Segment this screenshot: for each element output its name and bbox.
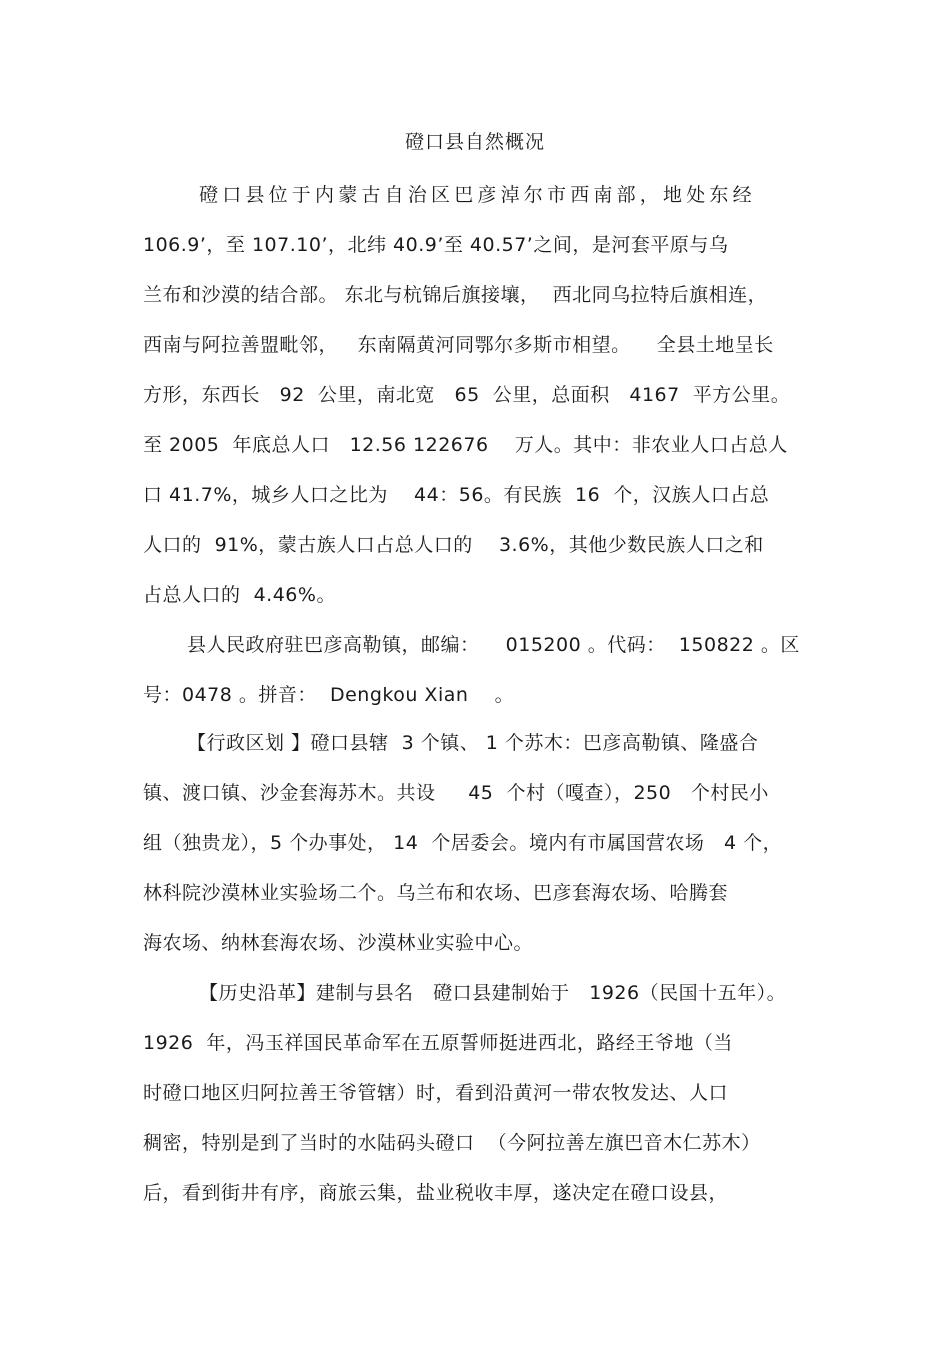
paragraph-line: 至 2005 年底总人口 12.56 122676 万人。其中：非农业人口占总人 (143, 434, 788, 456)
paragraph-line: 后，看到街井有序，商旅云集，盐业税收丰厚，遂决定在磴口设县， (143, 1182, 729, 1204)
paragraph-line: 兰布和沙漠的结合部。 东北与杭锦后旗接壤， 西北同乌拉特后旗相连， (143, 284, 768, 306)
paragraph-line: 方形，东西长 92 公里，南北宽 65 公里，总面积 4167 平方公里。 (143, 384, 791, 406)
paragraph-line: 时磴口地区归阿拉善王爷管辖）时，看到沿黄河一带农牧发达、人口 (143, 1082, 729, 1104)
paragraph-line: 磴口县位于内蒙古自治区巴彦淖尔市西南部，地处东经 (199, 184, 756, 206)
paragraph-line: 县人民政府驻巴彦高勒镇，邮编： 015200 。代码： 150822 。区 (187, 634, 800, 656)
paragraph-line: 镇、渡口镇、沙金套海苏木。共设 45 个村（嘎查），250 个村民小 (143, 782, 769, 804)
paragraph-line: 稠密，特别是到了当时的水陆码头磴口 （今阿拉善左旗巴音木仁苏木） (143, 1132, 761, 1154)
paragraph-line: 西南与阿拉善盟毗邻， 东南隔黄河同鄂尔多斯市相望。 全县土地呈长 (143, 334, 774, 356)
paragraph-line: 人口的 91%，蒙古族人口占总人口的 3.6%，其他少数民族人口之和 (143, 534, 764, 556)
paragraph-line: 海农场、纳林套海农场、沙漠林业实验中心。 (143, 932, 534, 954)
document-title: 磴口县自然概况 (404, 131, 545, 153)
paragraph-line: 占总人口的 4.46%。 (143, 584, 336, 606)
paragraph-line: 1926 年，冯玉祥国民革命军在五原誓师挺进西北，路经王爷地（当 (143, 1032, 733, 1054)
paragraph-line: 【历史沿革】建制与县名 磴口县建制始于 1926（民国十五年）。 (199, 982, 787, 1004)
paragraph-line: 口 41.7%，城乡人口之比为 44：56。有民族 16 个，汉族人口占总 (143, 484, 770, 506)
paragraph-line: 组（独贵龙），5 个办事处， 14 个居委会。境内有市属国营农场 4 个， (143, 832, 783, 854)
paragraph-line: 【行政区划 】磴口县辖 3 个镇、 1 个苏木：巴彦高勒镇、隆盛合 (187, 732, 759, 754)
paragraph-line: 号：0478 。拼音： Dengkou Xian 。 (143, 684, 515, 706)
paragraph-line: 林科院沙漠林业实验场二个。乌兰布和农场、巴彦套海农场、哈腾套 (143, 882, 729, 904)
paragraph-line: 106.9’，至 107.10’，北纬 40.9’至 40.57’之间，是河套平原与乌 (143, 234, 729, 256)
